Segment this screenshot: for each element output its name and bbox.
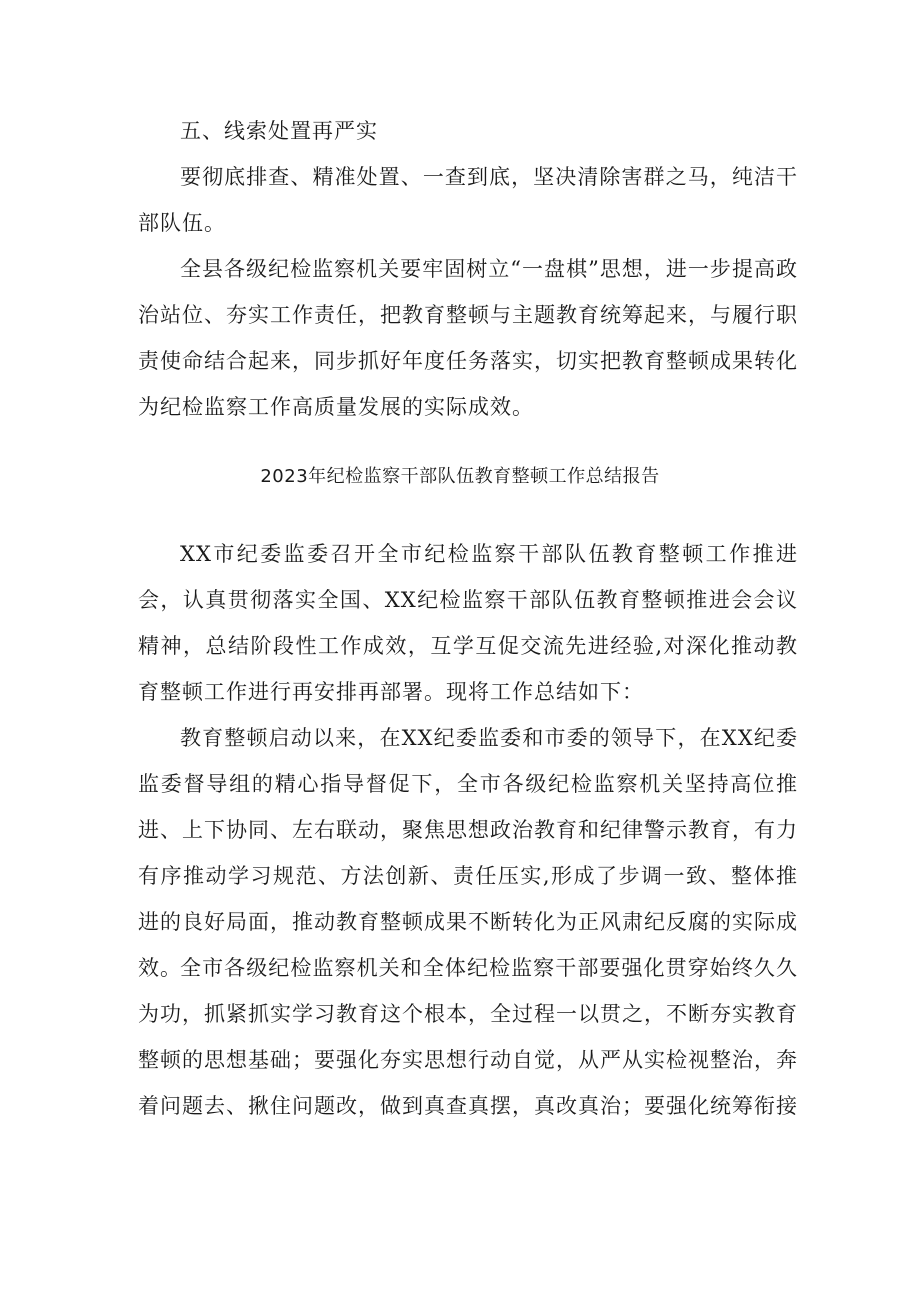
body-paragraph: 教育整顿启动以来，在XX纪委监委和市委的领导下，在XX纪委监委督导组的精心指导督促下，全市各级纪检监察机关坚持高位推进、上下协同、左右联动，聚焦思想政治教育和纪律警示教育，有力有序推动学习规范、方法创新、责任压实,形成了步调一致、整体推进的良好局面，推动教育整顿成果不断转化为正风肃纪反腐的实际成效。 [138, 726, 798, 980]
body-paragraph: 全市各级纪检监察机关和全体纪检监察干部要强化贯穿始终久久为功，抓紧抓实学习教育这个根本，全过程一以贯之，不断夯实教育整顿的思想基础；要强化夯实思想行动自觉，从严从实检视整治，奔着问题去、揪住问题改，做到真查真摆，真改真治；要强化统筹衔接 [138, 956, 798, 1118]
section-heading: 五、线索处置再严实 [180, 119, 378, 143]
body-paragraph: 全县各级纪检监察机关要牢固树立“一盘棋”思想，进一步提高政治站位、夯实工作责任，把教育整顿与主题教育统筹起来，与履行职责使命结合起来，同步抓好年度任务落实，切实把教育整顿成果转化为纪检监察工作高质量发展的实际成效。 [138, 257, 798, 419]
report-title: 2023年纪检监察干部队伍教育整顿工作总结报告 [260, 466, 660, 487]
body-paragraph: XX市纪委监委召开全市纪检监察干部队伍教育整顿工作推进会，认真贯彻落实全国、XX纪检监察干部队伍教育整顿推进会会议精神，总结阶段性工作成效，互学互促交流先进经验,对深化推动教育整顿工作进行再安排再部署。现将工作总结如下： [138, 542, 798, 704]
body-paragraph: 要彻底排查、精准处置、一查到底，坚决清除害群之马，纯洁干部队伍。 [138, 165, 798, 235]
